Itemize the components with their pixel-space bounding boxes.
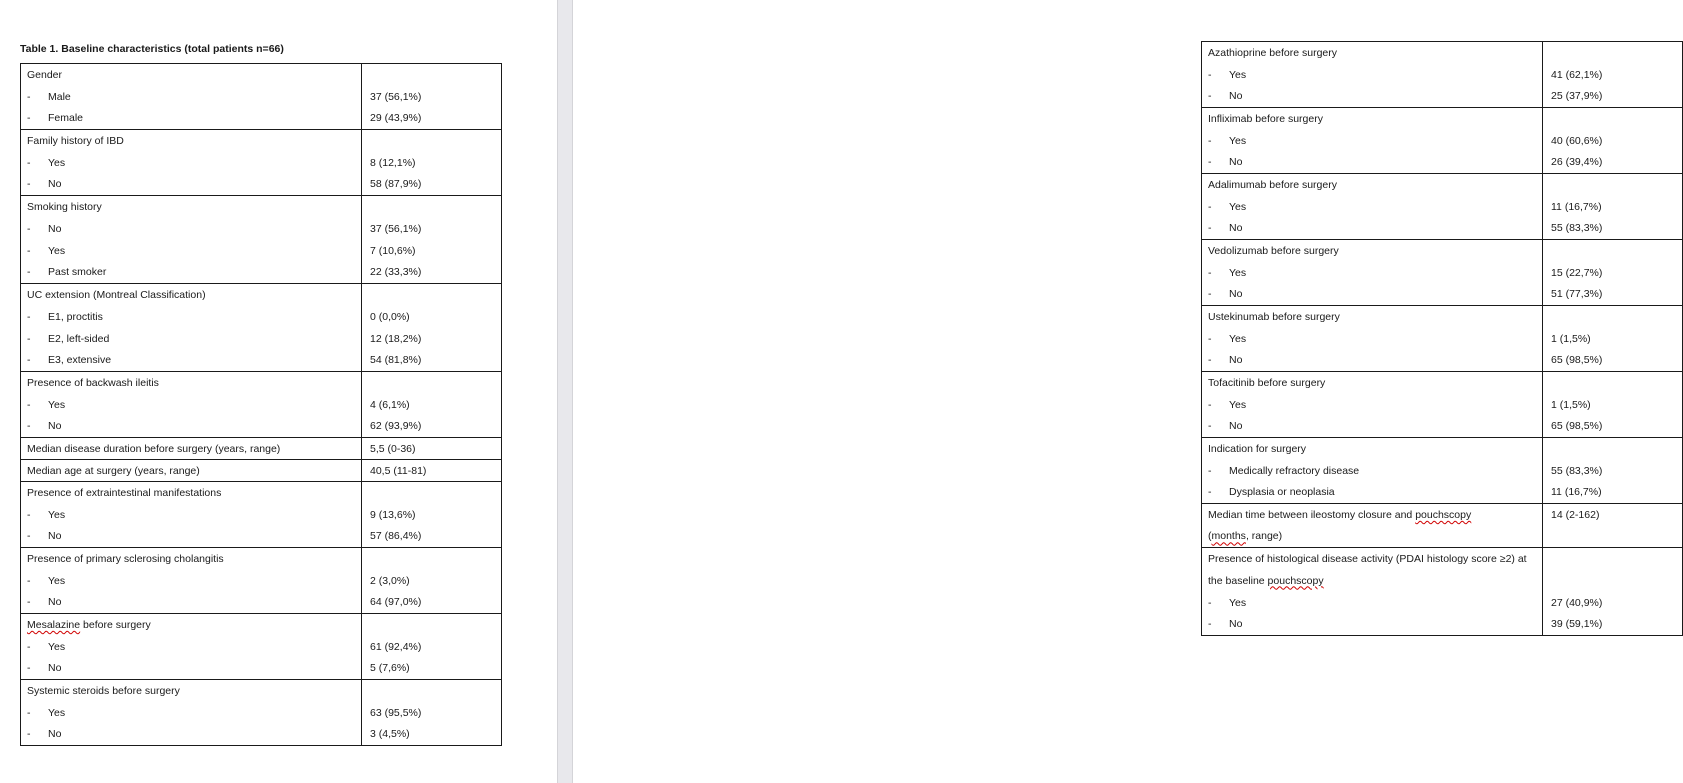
- group-header-label: Median age at surgery (years, range): [27, 464, 200, 477]
- table-row: [1202, 328, 1683, 350]
- table-row: [21, 350, 502, 372]
- bullet-dash: -: [1208, 200, 1212, 213]
- row-group: [21, 482, 502, 548]
- row-value: 64 (97,0%): [370, 596, 422, 609]
- row-value: 11 (16,7%): [1551, 486, 1602, 499]
- row-value: 55 (83,3%): [1551, 222, 1603, 235]
- table-row: [1202, 196, 1683, 218]
- row-label: E3, extensive: [48, 354, 112, 367]
- bullet-dash: -: [27, 640, 31, 653]
- row-group: [21, 438, 502, 460]
- row-group: [1202, 174, 1683, 240]
- row-group: [21, 548, 502, 614]
- group-header-continuation: the baseline pouchscopy: [1208, 574, 1324, 587]
- bullet-dash: -: [27, 244, 31, 257]
- bullet-dash: -: [27, 508, 31, 521]
- group-header-label: Vedolizumab before surgery: [1208, 244, 1339, 257]
- row-group: [21, 460, 502, 482]
- row-group: [1202, 372, 1683, 438]
- row-label: No: [1229, 90, 1243, 103]
- row-value: 40 (60,6%): [1551, 134, 1603, 147]
- bullet-dash: -: [27, 574, 31, 587]
- group-header-label: Smoking history: [27, 200, 102, 213]
- group-header-row: [1202, 372, 1683, 394]
- group-header-row: [21, 614, 502, 636]
- bullet-dash: -: [27, 90, 31, 103]
- group-header-label: Infliximab before surgery: [1208, 112, 1323, 125]
- group-header-row: [21, 196, 502, 218]
- table-row: [21, 592, 502, 614]
- bullet-dash: -: [1208, 68, 1212, 81]
- group-header-label: Presence of primary sclerosing cholangitis: [27, 552, 224, 565]
- row-group: [1202, 240, 1683, 306]
- group-header-label: UC extension (Montreal Classification): [27, 288, 206, 301]
- table-row: [1202, 130, 1683, 152]
- table-row: [21, 702, 502, 724]
- group-header-label: Presence of extraintestinal manifestations: [27, 486, 222, 499]
- row-value: 5 (7,6%): [370, 662, 410, 675]
- group-header-label: Gender: [27, 68, 63, 81]
- table-row: [21, 306, 502, 328]
- row-group: [1202, 504, 1683, 548]
- group-header-row: [1202, 306, 1683, 328]
- bullet-dash: -: [1208, 288, 1212, 301]
- row-value: 51 (77,3%): [1551, 288, 1603, 301]
- bullet-dash: -: [27, 354, 31, 367]
- bullet-dash: -: [1208, 134, 1212, 147]
- group-header-label: Presence of backwash ileitis: [27, 376, 159, 389]
- row-label: No: [48, 222, 62, 235]
- row-value: 15 (22,7%): [1551, 266, 1603, 279]
- row-value: 26 (39,4%): [1551, 156, 1603, 169]
- row-value: 63 (95,5%): [370, 706, 422, 719]
- row-group: [21, 196, 502, 284]
- bullet-dash: -: [27, 398, 31, 411]
- group-header-label: Median disease duration before surgery (years, range): [27, 442, 281, 455]
- group-header-continuation-row: [1202, 526, 1683, 548]
- baseline-table-right: [1201, 41, 1683, 636]
- group-header-label: Azathioprine before surgery: [1208, 46, 1337, 59]
- table-row: [21, 152, 502, 174]
- group-header-label: Median time between ileostomy closure and pouchscopy: [1208, 508, 1472, 521]
- bullet-dash: -: [1208, 596, 1212, 609]
- table-row: [21, 86, 502, 108]
- row-value: 0 (0,0%): [370, 310, 410, 323]
- bullet-dash: -: [27, 222, 31, 235]
- row-label: No: [48, 530, 62, 543]
- group-header-row: [21, 372, 502, 394]
- row-label: No: [1229, 222, 1243, 235]
- bullet-dash: -: [27, 706, 31, 719]
- table-row: [1202, 262, 1683, 284]
- row-label: Yes: [48, 156, 66, 169]
- table-row: [21, 636, 502, 658]
- row-label: Yes: [48, 706, 66, 719]
- group-header-row: [21, 284, 502, 306]
- row-value: 65 (98,5%): [1551, 420, 1603, 433]
- row-group: [1202, 42, 1683, 108]
- row-label: No: [1229, 156, 1243, 169]
- row-label: Male: [48, 90, 71, 103]
- group-header-row: [1202, 548, 1683, 570]
- row-value: 25 (37,9%): [1551, 90, 1603, 103]
- row-label: Dysplasia or neoplasia: [1229, 486, 1335, 499]
- table-row: [1202, 152, 1683, 174]
- table-row: [21, 328, 502, 350]
- table-row: [21, 658, 502, 680]
- row-group: [1202, 438, 1683, 504]
- bullet-dash: -: [1208, 266, 1212, 279]
- row-label: Yes: [1229, 68, 1247, 81]
- bullet-dash: -: [1208, 156, 1212, 169]
- document-page-left: [0, 0, 557, 783]
- table-title: Table 1. Baseline characteristics (total patients n=66): [20, 43, 284, 55]
- group-header-label: Indication for surgery: [1208, 442, 1307, 455]
- row-label: E1, proctitis: [48, 310, 103, 323]
- row-label: Yes: [48, 574, 66, 587]
- row-value: 1 (1,5%): [1551, 332, 1591, 345]
- table-row: [1202, 460, 1683, 482]
- row-label: No: [1229, 288, 1243, 301]
- row-value: 9 (13,6%): [370, 508, 416, 521]
- row-label: Yes: [48, 398, 66, 411]
- table-row: [1202, 592, 1683, 614]
- row-group: [21, 680, 502, 746]
- bullet-dash: -: [27, 266, 31, 279]
- bullet-dash: -: [27, 112, 31, 125]
- table-row: [1202, 86, 1683, 108]
- row-label: Yes: [1229, 398, 1247, 411]
- row-value: 27 (40,9%): [1551, 596, 1603, 609]
- row-label: No: [1229, 618, 1243, 631]
- row-label: No: [48, 420, 62, 433]
- table-row: [21, 526, 502, 548]
- table-row: [21, 240, 502, 262]
- row-label: Yes: [1229, 332, 1247, 345]
- bullet-dash: -: [1208, 354, 1212, 367]
- group-header-value: 5,5 (0-36): [370, 442, 416, 455]
- row-label: No: [48, 728, 62, 741]
- row-label: Yes: [48, 244, 66, 257]
- group-header-row: [21, 438, 502, 460]
- row-group: [1202, 108, 1683, 174]
- row-label: Yes: [1229, 200, 1247, 213]
- row-value: 29 (43,9%): [370, 112, 422, 125]
- row-group: [21, 130, 502, 196]
- row-value: 3 (4,5%): [370, 728, 410, 741]
- table-row: [1202, 284, 1683, 306]
- bullet-dash: -: [1208, 90, 1212, 103]
- document-page-right: [573, 0, 1603, 783]
- row-value: 37 (56,1%): [370, 90, 422, 103]
- row-label: Medically refractory disease: [1229, 464, 1360, 477]
- table-row: [1202, 218, 1683, 240]
- table-row: [21, 724, 502, 746]
- bullet-dash: -: [1208, 398, 1212, 411]
- row-value: 22 (33,3%): [370, 266, 422, 279]
- bullet-dash: -: [27, 530, 31, 543]
- group-header-label: Presence of histological disease activity (PDAI histology score ≥2) at: [1208, 552, 1527, 565]
- bullet-dash: -: [27, 310, 31, 323]
- table-row: [1202, 614, 1683, 636]
- table-row: [21, 218, 502, 240]
- bullet-dash: -: [1208, 618, 1212, 631]
- group-header-row: [1202, 240, 1683, 262]
- group-header-row: [1202, 174, 1683, 196]
- table-row: [1202, 482, 1683, 504]
- table-row: [21, 262, 502, 284]
- row-value: 2 (3,0%): [370, 574, 410, 587]
- row-group: [21, 372, 502, 438]
- row-label: Past smoker: [48, 266, 107, 279]
- row-value: 41 (62,1%): [1551, 68, 1603, 81]
- row-group: [1202, 548, 1683, 636]
- bullet-dash: -: [1208, 420, 1212, 433]
- table-row: [21, 174, 502, 196]
- group-header-row: [21, 680, 502, 702]
- row-label: Female: [48, 112, 84, 125]
- row-label: No: [1229, 420, 1243, 433]
- row-value: 12 (18,2%): [370, 332, 422, 345]
- table-row: [21, 394, 502, 416]
- table-row: [21, 570, 502, 592]
- row-label: Yes: [48, 640, 66, 653]
- table-row: [21, 504, 502, 526]
- bullet-dash: -: [27, 332, 31, 345]
- group-header-row: [1202, 108, 1683, 130]
- bullet-dash: -: [27, 728, 31, 741]
- row-value: 8 (12,1%): [370, 156, 416, 169]
- group-header-row: [1202, 504, 1683, 526]
- group-header-row: [21, 460, 502, 482]
- group-header-row: [21, 130, 502, 152]
- row-group: [1202, 306, 1683, 372]
- group-header-continuation-row: [1202, 570, 1683, 592]
- row-group: [21, 614, 502, 680]
- group-header-label: Family history of IBD: [27, 134, 124, 147]
- row-value: 37 (56,1%): [370, 222, 422, 235]
- group-header-continuation: (months, range): [1208, 530, 1283, 543]
- group-header-label: Tofacitinib before surgery: [1208, 376, 1326, 389]
- group-header-row: [21, 548, 502, 570]
- row-group: [21, 284, 502, 372]
- row-label: No: [1229, 354, 1243, 367]
- bullet-dash: -: [1208, 464, 1212, 477]
- row-value: 55 (83,3%): [1551, 464, 1603, 477]
- table-row: [21, 416, 502, 438]
- row-value: 1 (1,5%): [1551, 398, 1591, 411]
- bullet-dash: -: [27, 662, 31, 675]
- row-label: No: [48, 662, 62, 675]
- row-label: No: [48, 178, 62, 191]
- group-header-row: [21, 482, 502, 504]
- table-row: [1202, 64, 1683, 86]
- group-header-label: Adalimumab before surgery: [1208, 178, 1337, 191]
- table-row: [1202, 416, 1683, 438]
- baseline-table-left: [20, 63, 502, 746]
- row-value: 62 (93,9%): [370, 420, 422, 433]
- row-value: 4 (6,1%): [370, 398, 410, 411]
- bullet-dash: -: [1208, 332, 1212, 345]
- bullet-dash: -: [1208, 486, 1212, 499]
- row-label: Yes: [1229, 596, 1247, 609]
- group-header-value: 14 (2-162): [1551, 508, 1600, 521]
- row-label: E2, left-sided: [48, 332, 110, 345]
- row-value: 39 (59,1%): [1551, 618, 1603, 631]
- row-value: 57 (86,4%): [370, 530, 422, 543]
- group-header-row: [1202, 42, 1683, 64]
- table-row: [1202, 350, 1683, 372]
- table-row: [1202, 394, 1683, 416]
- row-value: 11 (16,7%): [1551, 200, 1602, 213]
- row-value: 61 (92,4%): [370, 640, 422, 653]
- group-header-row: [1202, 438, 1683, 460]
- bullet-dash: -: [1208, 222, 1212, 235]
- row-label: No: [48, 596, 62, 609]
- bullet-dash: -: [27, 596, 31, 609]
- row-label: Yes: [1229, 134, 1247, 147]
- group-header-row: [21, 64, 502, 86]
- row-group: [21, 64, 502, 130]
- row-label: Yes: [48, 508, 66, 521]
- group-header-value: 40,5 (11-81): [370, 464, 427, 477]
- group-header-label: Ustekinumab before surgery: [1208, 310, 1340, 323]
- group-header-label: Systemic steroids before surgery: [27, 684, 180, 697]
- row-value: 7 (10,6%): [370, 244, 416, 257]
- bullet-dash: -: [27, 156, 31, 169]
- group-header-label: Mesalazine before surgery: [27, 618, 151, 631]
- bullet-dash: -: [27, 178, 31, 191]
- row-value: 58 (87,9%): [370, 178, 422, 191]
- row-label: Yes: [1229, 266, 1247, 279]
- row-value: 54 (81,8%): [370, 354, 422, 367]
- page-gutter: [557, 0, 573, 783]
- bullet-dash: -: [27, 420, 31, 433]
- table-row: [21, 108, 502, 130]
- row-value: 65 (98,5%): [1551, 354, 1603, 367]
